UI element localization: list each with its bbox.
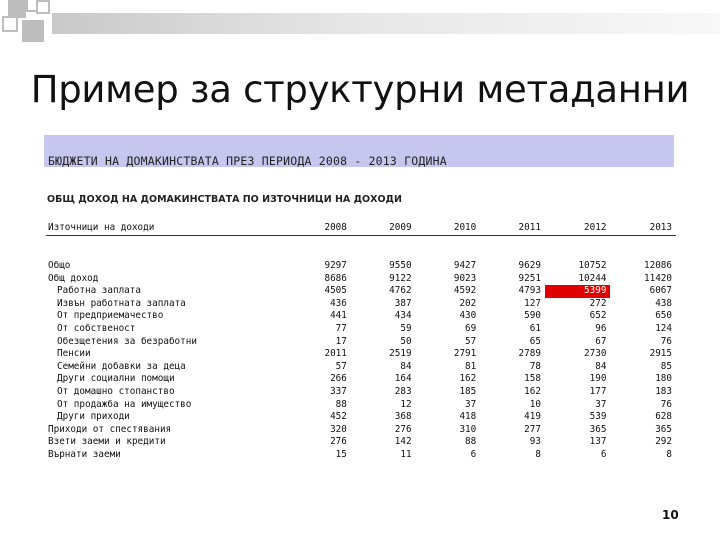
- page-number: 10: [662, 508, 679, 522]
- table-cell: 93: [529, 436, 541, 448]
- row-label: От продажба на имущество: [57, 398, 192, 410]
- table-cell: 10752: [578, 260, 607, 271]
- table-cell: 10: [529, 398, 541, 410]
- table-cell: 2730: [584, 348, 607, 360]
- table-cell: 57: [335, 360, 347, 372]
- table-cell: 50: [400, 335, 412, 347]
- table-row: [46, 323, 676, 336]
- table-cell: 4505: [324, 285, 347, 297]
- table-cell: 10244: [578, 272, 607, 284]
- table-cell: 67: [595, 335, 607, 347]
- table-cell: 436: [330, 297, 347, 309]
- table-row: [46, 285, 676, 298]
- table-cell: 283: [394, 385, 412, 397]
- row-label: Други социални помощи: [57, 373, 175, 385]
- table-cell: 76: [660, 398, 672, 410]
- table-cell: 441: [330, 310, 347, 322]
- table-cell: 142: [394, 436, 412, 448]
- table-cell: 61: [529, 322, 541, 334]
- table-cell: 9629: [518, 260, 541, 271]
- table-row: [46, 386, 676, 399]
- table-cell: 127: [524, 297, 541, 309]
- row-label: Работна заплата: [57, 285, 141, 297]
- table-cell: 137: [589, 436, 607, 448]
- decor-square-4: [22, 20, 44, 42]
- slide-title: Пример за структурни метаданни: [30, 68, 690, 111]
- table-cell: 9427: [453, 260, 477, 271]
- table-row: [46, 399, 676, 412]
- table-cell: 628: [655, 411, 672, 423]
- row-label: Взети заеми и кредити: [48, 436, 166, 448]
- table-cell: 6067: [649, 285, 672, 297]
- table-cell: 85: [660, 360, 672, 372]
- table-cell: 430: [459, 310, 477, 322]
- table-cell: 190: [589, 373, 607, 385]
- table-cell: 37: [595, 398, 607, 410]
- table-cell: 78: [529, 360, 541, 372]
- table-cell: 9122: [389, 272, 412, 284]
- table-cell: 266: [330, 373, 347, 385]
- table-cell: 162: [459, 373, 477, 385]
- table-cell: 8686: [324, 272, 347, 284]
- table-cell: 15: [335, 448, 347, 460]
- table-cell: 337: [330, 385, 347, 397]
- table-cell: 418: [459, 411, 477, 423]
- table-cell: 17: [335, 335, 347, 347]
- column-header: 2013: [610, 220, 676, 236]
- row-label: Приходи от спестявания: [48, 423, 172, 435]
- table-cell: 9550: [389, 260, 412, 271]
- row-label: Други приходи: [57, 411, 130, 423]
- column-header: 2012: [545, 220, 611, 236]
- table-cell: 2519: [389, 348, 412, 360]
- table-cell: 6: [470, 448, 477, 460]
- income-table: [46, 220, 676, 462]
- row-label: Обезщетения за безработни: [57, 335, 197, 347]
- column-header: Източници на доходи: [46, 220, 286, 236]
- table-row: [46, 298, 676, 311]
- spacer-row: [46, 236, 676, 261]
- table-head: [46, 220, 676, 236]
- table-row: [46, 436, 676, 449]
- row-label: Върнати заеми: [48, 448, 121, 460]
- table-cell: 310: [459, 423, 477, 435]
- table-cell: 650: [655, 310, 672, 322]
- table-row: [46, 449, 676, 462]
- table-cell: 9297: [324, 260, 347, 271]
- row-label: Извън работната заплата: [57, 297, 186, 309]
- row-label: Семейни добавки за деца: [57, 360, 186, 372]
- header-row: [46, 220, 676, 236]
- row-label: От предприемачество: [57, 310, 164, 322]
- table-row: [46, 348, 676, 361]
- table-cell: 76: [660, 335, 672, 347]
- table-cell: 365: [589, 423, 607, 435]
- table-cell: 6: [600, 448, 607, 460]
- table-cell: 124: [655, 322, 672, 334]
- row-label: Общ доход: [48, 272, 99, 284]
- table-cell: 9023: [453, 272, 477, 284]
- table-cell: 387: [394, 297, 412, 309]
- table-cell: 202: [459, 297, 477, 309]
- table-cell: 320: [330, 423, 347, 435]
- row-label: От собственост: [57, 322, 136, 334]
- table-row: [46, 361, 676, 374]
- table-cell: 2915: [649, 348, 672, 360]
- table-cell: 164: [394, 373, 412, 385]
- table-cell: 9251: [518, 272, 541, 284]
- table-cell: 4793: [518, 285, 541, 297]
- table-subtitle: ОБЩ ДОХОД НА ДОМАКИНСТВАТА ПО ИЗТОЧНИЦИ НА ДОХОДИ: [47, 194, 402, 205]
- table-cell: 183: [655, 385, 672, 397]
- table-cell: 81: [465, 360, 477, 372]
- column-header: 2010: [416, 220, 481, 236]
- row-label: Общо: [48, 260, 71, 271]
- table-cell: 276: [330, 436, 347, 448]
- table-cell: 12086: [644, 260, 672, 271]
- table-row: [46, 260, 676, 273]
- decor-square-3: [2, 16, 18, 32]
- table-cell: 177: [589, 385, 607, 397]
- table-cell: 180: [655, 373, 672, 385]
- table-cell: 652: [589, 310, 607, 322]
- table-row: [46, 310, 676, 323]
- table-cell: 88: [465, 436, 477, 448]
- table-cell: 88: [335, 398, 347, 410]
- column-header: 2009: [351, 220, 416, 236]
- column-header: 2008: [286, 220, 351, 236]
- table-header-bar: [44, 135, 674, 167]
- table-row: [46, 273, 676, 286]
- table-row: [46, 411, 676, 424]
- table-cell: 452: [330, 411, 347, 423]
- table-cell: 11: [400, 448, 412, 460]
- highlighted-cell: 5399: [545, 285, 611, 298]
- table-cell: 590: [524, 310, 541, 322]
- table-cell: 4592: [453, 285, 477, 297]
- table-cell: 37: [465, 398, 477, 410]
- table-cell: 158: [524, 373, 541, 385]
- header-bar-text: БЮДЖЕТИ НА ДОМАКИНСТВАТА ПРЕЗ ПЕРИОДА 2008 - 2013 ГОДИНА: [48, 154, 447, 168]
- table-cell: 8: [535, 448, 541, 460]
- table-cell: 77: [335, 322, 347, 334]
- table-cell: 11420: [644, 272, 672, 284]
- table-cell: 438: [655, 297, 672, 309]
- table-cell: 185: [459, 385, 477, 397]
- table-cell: 539: [589, 411, 607, 423]
- table-cell: 434: [394, 310, 412, 322]
- column-header: 2011: [480, 220, 545, 236]
- table-cell: 419: [524, 411, 541, 423]
- table-cell: 162: [524, 385, 541, 397]
- row-label: От домашно стопанство: [57, 385, 175, 397]
- top-band: [52, 13, 720, 34]
- table-body: [46, 236, 676, 462]
- table-cell: 4762: [389, 285, 412, 297]
- table-cell: 69: [465, 322, 477, 334]
- table-cell: 2789: [518, 348, 541, 360]
- table-row: [46, 336, 676, 349]
- decor-square-5: [36, 0, 50, 14]
- table-cell: 57: [465, 335, 477, 347]
- table-cell: 292: [655, 436, 672, 448]
- table-cell: 84: [595, 360, 607, 372]
- table-cell: 365: [655, 423, 672, 435]
- table-cell: 8: [666, 448, 672, 460]
- table-cell: 2011: [324, 348, 347, 360]
- row-label: Пенсии: [57, 348, 91, 360]
- table-cell: 59: [400, 322, 412, 334]
- table-cell: 65: [529, 335, 541, 347]
- table-row: [46, 373, 676, 386]
- table-cell: 277: [524, 423, 541, 435]
- table-cell: 96: [595, 322, 607, 334]
- table-cell: 84: [400, 360, 412, 372]
- table-row: [46, 424, 676, 437]
- table-cell: 272: [589, 297, 607, 309]
- table-cell: 2791: [453, 348, 477, 360]
- table-cell: 276: [394, 423, 412, 435]
- table-cell: 368: [394, 411, 412, 423]
- table-cell: 12: [400, 398, 412, 410]
